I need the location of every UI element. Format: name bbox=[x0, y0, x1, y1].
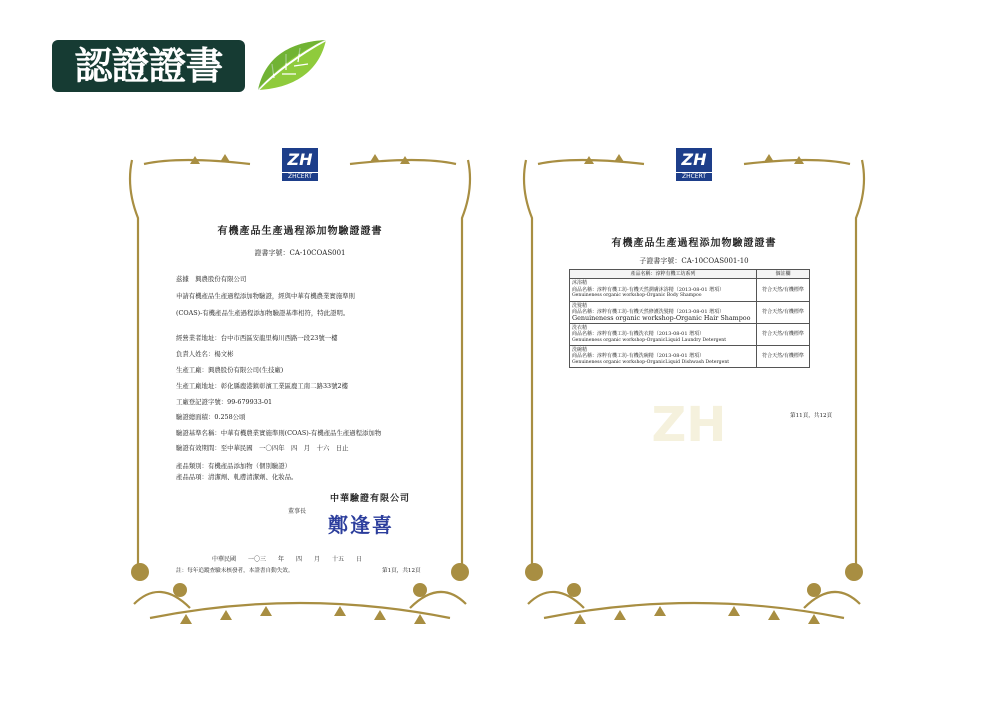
product-table bbox=[569, 269, 810, 368]
leaf-icon bbox=[250, 34, 330, 94]
text-line: 生產工廠：興農股份有限公司(生技廠) bbox=[176, 366, 284, 374]
logo-name: ZHCERT bbox=[676, 173, 712, 181]
zhcert-logo bbox=[674, 148, 714, 181]
product-english-name: Genuineness organic workshop-OrganicLiquid Laundry Detergent bbox=[572, 337, 727, 343]
badge-text: 認證證書 bbox=[74, 44, 223, 88]
certificate-badge bbox=[52, 40, 245, 92]
text-line: 驗證有效期間：至中華民國 一〇四年 四 月 十六 日止 bbox=[176, 444, 349, 452]
text-line: 茲據 興農股份有限公司 bbox=[176, 275, 247, 283]
product-cell bbox=[570, 279, 757, 301]
text-line: 經營業者地址：台中市西區安龍里梅川西路一段23號一樓 bbox=[176, 334, 338, 342]
issuer-name: 中華驗證有限公司 bbox=[329, 494, 410, 504]
table-header-product: 產品名稱：淳粹有機工坊系列 bbox=[570, 270, 757, 279]
product-name: 商品名稱：淳粹有機工坊-有機天然潤膚沐浴精（2013-08-01 增項） bbox=[572, 286, 725, 293]
product-english-name: Genuineness organic workshop-Organic Hair Shampoo bbox=[572, 314, 751, 323]
text-line: 產品品項：清潔劑、軋膚清潔劑、化妝品。 bbox=[176, 473, 298, 481]
product-category: 洗碗精 bbox=[572, 347, 588, 354]
product-category: 洗衣精 bbox=[572, 324, 588, 331]
product-cell bbox=[570, 346, 757, 368]
text-line: 生產工廠地址：彰化縣鹿港鎮彰濱工業區鹿工南二路33號2樓 bbox=[176, 382, 348, 390]
table-row bbox=[570, 279, 810, 301]
certificate-number: 證書字號：CA-10COAS001 bbox=[254, 249, 346, 257]
text-line: 工廠登記證字號：99-679933-01 bbox=[176, 398, 273, 406]
product-category: 沐浴精 bbox=[572, 280, 588, 287]
page-number: 第11頁，共12頁 bbox=[790, 413, 833, 419]
certificate-page-1 bbox=[120, 148, 480, 642]
product-name: 商品名稱：淳粹有機工坊-有機洗碗精（2013-08-01 增項） bbox=[572, 353, 705, 360]
product-cell bbox=[570, 301, 757, 323]
product-category: 洗髮精 bbox=[572, 302, 588, 309]
product-status: 符合天然/有機標準 bbox=[757, 279, 810, 301]
text-line: (COAS)-有機產品生產過程添加物驗證基準相符，特此證明。 bbox=[176, 309, 350, 317]
text-line: 驗證總面積：0.258公頃 bbox=[176, 413, 246, 421]
text-line: 負責人姓名：楊文彬 bbox=[176, 350, 234, 358]
table-row bbox=[570, 301, 810, 323]
table-row bbox=[570, 346, 810, 368]
table-row bbox=[570, 323, 810, 345]
issue-date: 中華民國 一〇三 年 四 月 十五 日 bbox=[212, 556, 363, 563]
table-header-row bbox=[570, 270, 810, 279]
signature: 鄭逢喜 bbox=[328, 513, 394, 537]
certificate-page-11 bbox=[514, 148, 874, 642]
product-name: 商品名稱：淳粹有機工坊-有機洗衣精（2013-08-01 增項） bbox=[572, 331, 705, 338]
certificate-title: 有機產品生產過程添加物驗證證書 bbox=[611, 238, 777, 249]
watermark: ZH bbox=[651, 397, 727, 453]
page-number: 第1頁，共12頁 bbox=[382, 568, 421, 574]
validity-note: 註：每年追蹤查驗未核發者，本證書自動失效。 bbox=[176, 568, 294, 574]
logo-mark: ZH bbox=[282, 148, 318, 172]
table-header-remark: 個註欄 bbox=[757, 270, 810, 279]
certificate-title: 有機產品生產過程添加物驗證證書 bbox=[217, 226, 383, 237]
product-name: 商品名稱：淳粹有機工坊-有機天然修護洗髮精（2013-08-01 增項） bbox=[572, 309, 725, 316]
product-cell bbox=[570, 323, 757, 345]
product-english-name: Genuineness organic workshop-OrganicLiquid Dishwash Detergent bbox=[572, 359, 730, 365]
sub-certificate-number: 子證書字號：CA-10COAS001-10 bbox=[639, 257, 749, 265]
text-line: 申請有機產品生產過程添加物驗證，經與中華有機農業實施準則 bbox=[176, 292, 355, 300]
product-status: 符合天然/有機標準 bbox=[757, 323, 810, 345]
product-status: 符合天然/有機標準 bbox=[757, 346, 810, 368]
text-line: 驗證基準名稱：中華有機農業實施準則(COAS)-有機產品生產過程添加物 bbox=[176, 429, 382, 437]
logo-name: ZHCERT bbox=[282, 173, 318, 181]
logo-mark: ZH bbox=[676, 148, 712, 172]
chairman-label: 董事長 bbox=[288, 508, 307, 515]
product-english-name: Genuineness organic workshop-Organic Body Shampoo bbox=[572, 293, 702, 299]
product-status: 符合天然/有機標準 bbox=[757, 301, 810, 323]
text-line: 產品類別：有機產品添加物（個別驗證） bbox=[176, 462, 292, 470]
zhcert-logo bbox=[280, 148, 320, 181]
